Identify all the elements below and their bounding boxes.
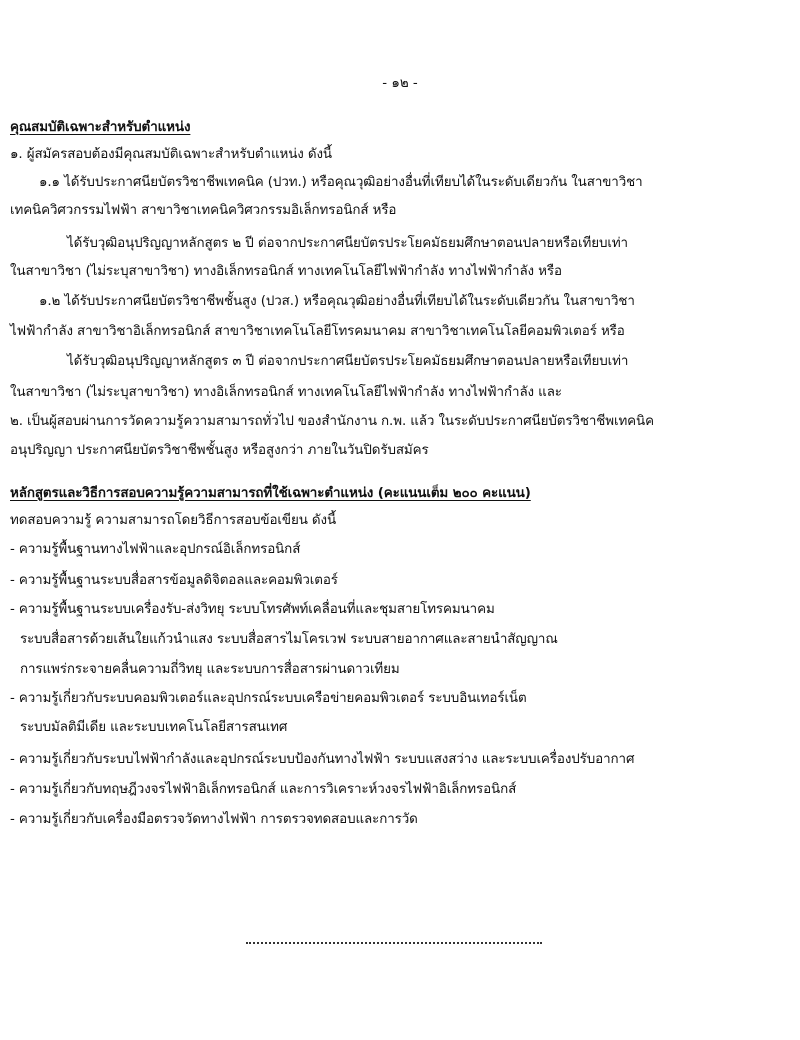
qualification-item-1-2-alt: ได้รับวุฒิอนุปริญญาหลักสูตร ๓ ปี ต่อจากประกาศนียบัตรประโยคมัธยมศึกษาตอนปลายหรือเทียบเท่า <box>67 354 629 369</box>
syllabus-item: - ความรู้เกี่ยวกับเครื่องมือตรวจวัดทางไฟฟ้า การตรวจทดสอบและการวัด <box>10 812 418 827</box>
syllabus-item-cont: การแพร่กระจายคลื่นความถี่วิทยุ และระบบการสื่อสารผ่านดาวเทียม <box>20 662 400 677</box>
syllabus-item: - ความรู้พื้นฐานระบบเครื่องรับ-ส่งวิทยุ ระบบโทรศัพท์เคลื่อนที่และชุมสายโทรคมนาคม <box>10 602 495 617</box>
qualification-item-1: ๑. ผู้สมัครสอบต้องมีคุณสมบัติเฉพาะสำหรับตำแหน่ง ดังนี้ <box>10 147 332 162</box>
syllabus-item: - ความรู้เกี่ยวกับทฤษฎีวงจรไฟฟ้าอิเล็กทรอนิกส์ และการวิเคราะห์วงจรไฟฟ้าอิเล็กทรอนิกส์ <box>10 782 517 797</box>
qualification-item-1-1-alt-cont: ในสาขาวิชา (ไม่ระบุสาขาวิชา) ทางอิเล็กทรอนิกส์ ทางเทคโนโลยีไฟฟ้ากำลัง ทางไฟฟ้ากำลัง หรือ <box>10 264 562 279</box>
syllabus-item: - ความรู้เกี่ยวกับระบบคอมพิวเตอร์และอุปกรณ์ระบบเครือข่ายคอมพิวเตอร์ ระบบอินเทอร์เน็ต <box>10 691 527 706</box>
syllabus-intro: ทดสอบความรู้ ความสามารถโดยวิธีการสอบข้อเขียน ดังนี้ <box>10 513 337 528</box>
qualifications-heading: คุณสมบัติเฉพาะสำหรับตำแหน่ง <box>10 120 191 135</box>
syllabus-item: - ความรู้เกี่ยวกับระบบไฟฟ้ากำลังและอุปกรณ์ระบบป้องกันทางไฟฟ้า ระบบแสงสว่าง และระบบเครื่องปรับอากาศ <box>10 752 635 767</box>
syllabus-item-cont: ระบบสื่อสารด้วยเส้นใยแก้วนำแสง ระบบสื่อสารไมโครเวฟ ระบบสายอากาศและสายนำสัญญาณ <box>20 632 558 647</box>
qualification-item-2: ๒. เป็นผู้สอบผ่านการวัดความรู้ความสามารถทั่วไป ของสำนักงาน ก.พ. แล้ว ในระดับประกาศนียบัตรวิชาชีพเทคนิค <box>10 414 654 429</box>
qualification-item-2-cont: อนุปริญญา ประกาศนียบัตรวิชาชีพชั้นสูง หรือสูงกว่า ภายในวันปิดรับสมัคร <box>10 443 429 458</box>
qualification-item-1-2: ๑.๒ ได้รับประกาศนียบัตรวิชาชีพชั้นสูง (ปวส.) หรือคุณวุฒิอย่างอื่นที่เทียบได้ในระดับเดียวกัน ในสาขาวิชา <box>39 294 635 309</box>
qualification-item-1-2-cont: ไฟฟ้ากำลัง สาขาวิชาอิเล็กทรอนิกส์ สาขาวิชาเทคโนโลยีโทรคมนาคม สาขาวิชาเทคโนโลยีคอมพิวเตอร์ หรือ <box>10 324 625 339</box>
qualification-item-1-1-cont: เทคนิควิศวกรรมไฟฟ้า สาขาวิชาเทคนิควิศวกรรมอิเล็กทรอนิกส์ หรือ <box>10 203 397 218</box>
syllabus-item: - ความรู้พื้นฐานระบบสื่อสารข้อมูลดิจิตอลและคอมพิวเตอร์ <box>10 573 338 588</box>
syllabus-heading: หลักสูตรและวิธีการสอบความรู้ความสามารถที่ใช้เฉพาะตำแหน่ง (คะแนนเต็ม ๒๐๐ คะแนน) <box>10 486 531 501</box>
qualification-item-1-2-alt-cont: ในสาขาวิชา (ไม่ระบุสาขาวิชา) ทางอิเล็กทรอนิกส์ ทางเทคโนโลยีไฟฟ้ากำลัง ทางไฟฟ้ากำลัง และ <box>10 385 562 400</box>
qualification-item-1-1: ๑.๑ ได้รับประกาศนียบัตรวิชาชีพเทคนิค (ปวท.) หรือคุณวุฒิอย่างอื่นที่เทียบได้ในระดับเดียวกัน ในสาขาวิชา <box>39 175 643 190</box>
end-divider <box>246 942 542 944</box>
syllabus-item: - ความรู้พื้นฐานทางไฟฟ้าและอุปกรณ์อิเล็กทรอนิกส์ <box>10 542 301 557</box>
qualification-item-1-1-alt: ได้รับวุฒิอนุปริญญาหลักสูตร ๒ ปี ต่อจากประกาศนียบัตรประโยคมัธยมศึกษาตอนปลายหรือเทียบเท่า <box>67 236 628 251</box>
page-number: - ๑๒ - <box>382 76 418 91</box>
syllabus-item-cont: ระบบมัลติมีเดีย และระบบเทคโนโลยีสารสนเทศ <box>20 720 288 735</box>
